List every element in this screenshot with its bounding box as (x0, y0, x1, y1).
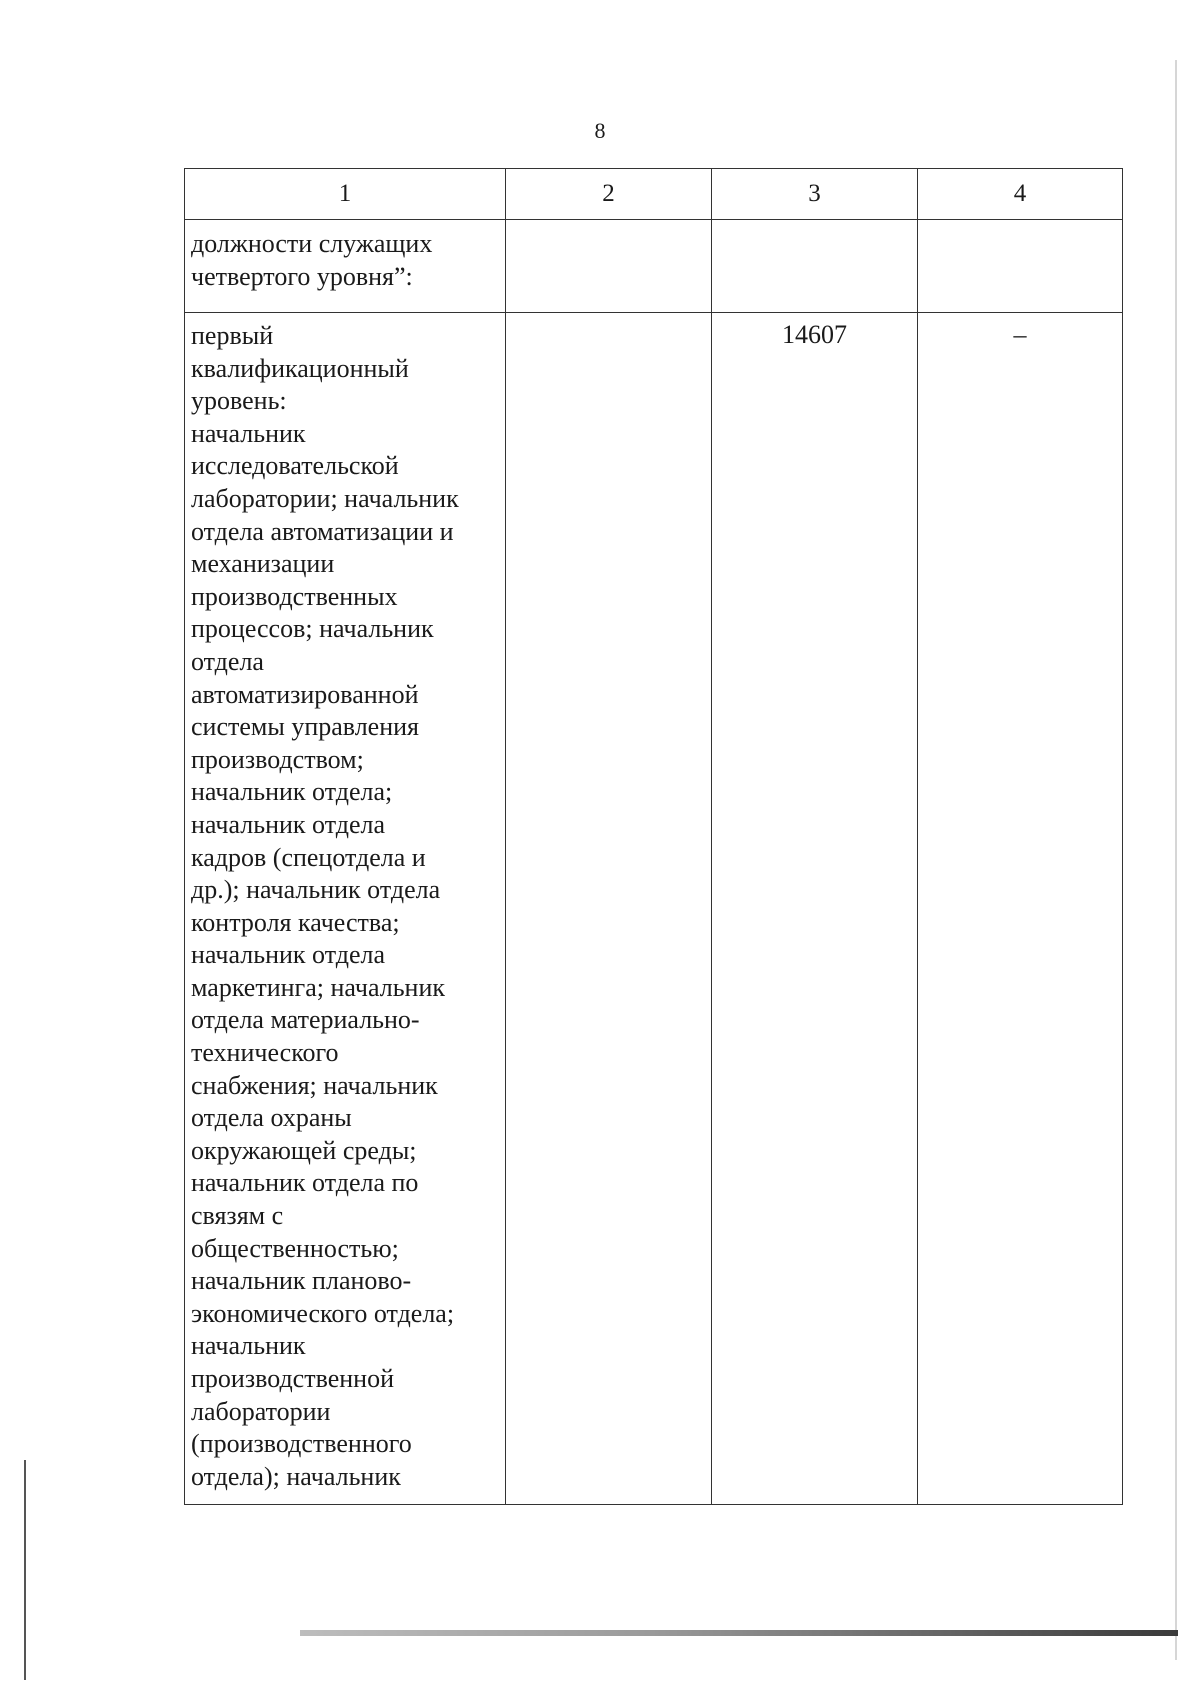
positions-list-line: отдела материально- (191, 1005, 420, 1035)
positions-list-line: уровень: (191, 386, 287, 416)
scan-edge-left (24, 1460, 26, 1680)
positions-list-line: начальник отдела (191, 940, 386, 970)
group-title-text (191, 228, 501, 293)
scan-edge-bottom (300, 1630, 1178, 1636)
positions-list-line: начальник (191, 1331, 306, 1361)
column-header-3: 3 (712, 169, 918, 220)
positions-list-line: технического (191, 1038, 339, 1068)
positions-list-line: окружающей среды; (191, 1135, 417, 1165)
positions-list-line: др.); начальник отдела (191, 875, 441, 905)
positions-list-line: системы управления (191, 712, 420, 742)
group-title-cell (185, 220, 506, 313)
positions-list-line: лаборатории (191, 1396, 331, 1426)
positions-list-line: первый (191, 321, 274, 350)
positions-list-line: начальник отдела; (191, 777, 393, 807)
salary-value-cell: 14607 (712, 313, 918, 1505)
positions-list-line: производственных (191, 581, 398, 611)
column-header-4: 4 (918, 169, 1123, 220)
group-title-col4 (918, 220, 1123, 313)
positions-list-line: процессов; начальник (191, 614, 434, 644)
positions-list-line: начальник планово- (191, 1266, 412, 1296)
group-title-col3 (712, 220, 918, 313)
positions-list-line: снабжения; начальник (191, 1070, 438, 1100)
empty-value-dash: – (918, 313, 1123, 1505)
table-row-qualification-level (185, 313, 1123, 1505)
positions-list-line: общественностью; (191, 1233, 399, 1263)
positions-list-line: производственной (191, 1364, 394, 1393)
positions-list-cell (185, 313, 506, 1505)
column-header-1: 1 (185, 169, 506, 220)
group-title-line: должности служащих (191, 229, 433, 258)
positions-list-line: отдела автоматизации и (191, 516, 454, 546)
positions-list-line: исследовательской (191, 451, 399, 481)
positions-list-line: отдела охраны (191, 1103, 352, 1133)
positions-list-line: начальник отдела по (191, 1168, 419, 1198)
positions-list-line: квалификационный (191, 353, 409, 383)
positions-list-line: отдела); начальник (191, 1461, 401, 1491)
positions-list-line: начальник (191, 418, 306, 448)
positions-list-text (191, 320, 503, 1493)
positions-list-line: маркетинга; начальник (191, 972, 446, 1002)
page-number: 8 (594, 118, 606, 143)
scan-edge-right (1175, 60, 1177, 1660)
positions-list-line: отдела (191, 646, 264, 676)
positions-list-line: (производственного (191, 1429, 412, 1459)
column-header-2: 2 (506, 169, 712, 220)
positions-list-line: кадров (спецотдела и (191, 842, 426, 872)
group-title-line: четвертого уровня”: (191, 261, 413, 291)
table-header-row (185, 169, 1123, 220)
positions-list-line: автоматизированной (191, 679, 419, 709)
positions-list-line: связям с (191, 1201, 284, 1231)
qualification-col2 (506, 313, 712, 1505)
salary-table (184, 168, 1123, 1505)
positions-list-line: контроля качества; (191, 907, 400, 937)
positions-list-line: лаборатории; начальник (191, 483, 459, 513)
positions-list-line: производством; (191, 744, 364, 774)
group-title-col2 (506, 220, 712, 313)
positions-list-line: начальник отдела (191, 809, 386, 839)
positions-list-line: экономического отдела; (191, 1298, 455, 1328)
positions-list-line: механизации (191, 549, 335, 579)
table-row-group-title (185, 220, 1123, 313)
